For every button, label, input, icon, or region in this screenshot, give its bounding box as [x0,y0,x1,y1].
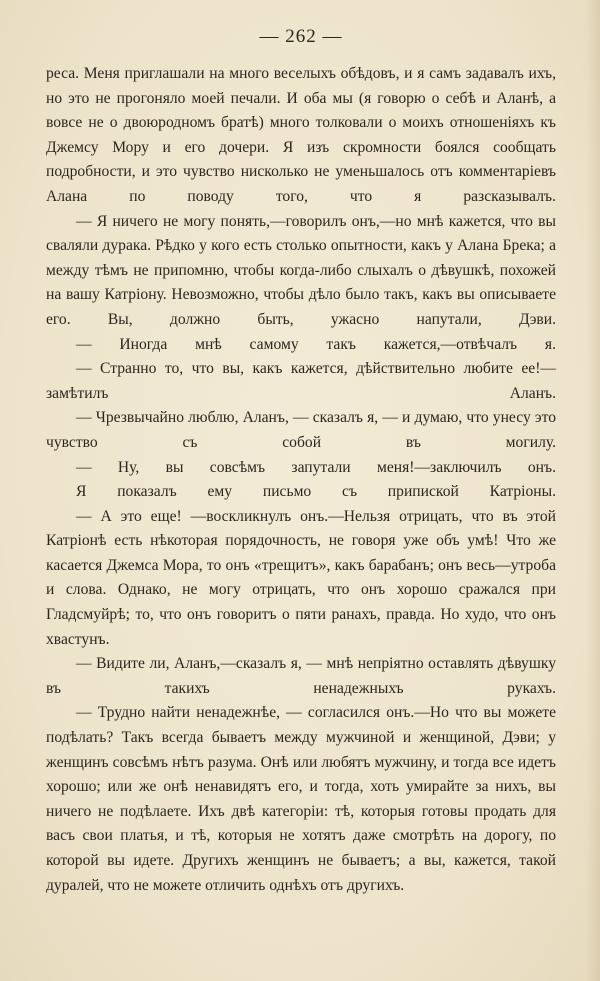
paragraph-5: — Чрезвычайно люблю, Аланъ, — сказалъ я, — и думаю, что унесу это чувство съ собой въ могилу. [46,409,556,451]
page-edge-shading [586,0,600,981]
paragraph-3: — Иногда мнѣ самому такъ кажется,—отвѣчалъ я. [76,335,556,353]
paragraph-4: — Странно то, что вы, какъ кажется, дѣйствительно любите ее!—замѣтилъ Аланъ. [46,360,556,402]
paragraph-9: — Видите ли, Аланъ,—сказалъ я, — мнѣ непріятно оставлять дѣвушку въ такихъ ненадежныхъ рукахъ. [46,655,556,697]
paragraph-2: — Я ничего не могу понять,—говорилъ онъ,—но мнѣ кажется, что вы сваляли дурака. Рѣдко у кого есть столько опытности, какъ у Алана Брека; а между тѣмъ не припомню, чтобы когда-либо слыхалъ о дѣвушкѣ, похожей на вашу Катріону. Невозможно, чтобы дѣло было такъ, какъ вы описываете его. Вы, должно быть, ужасно напутали, Дэви. [46,212,556,328]
page-number: — 262 — [259,26,343,47]
paragraph-6: — Ну, вы совсѣмъ запутали меня!—заключилъ онъ. [76,458,556,476]
paragraph-8: — А это еще! —воскликнулъ онъ.—Нельзя отрицать, что въ этой Катріонѣ есть нѣкоторая порядочность, не говоря уже объ умѣ! Что же касается Джемса Мора, то онъ «трещитъ», какъ барабанъ; онъ весь—утроба и слова. Однако, не могу отрицать, что онъ хорошо сражался при Гладсмуйрѣ; то, что онъ говоритъ о пяти ранахъ, правда. Но худо, что онъ хвастунъ. [46,507,556,648]
paragraph-1: реса. Меня приглашали на много веселыхъ обѣдовъ, и я самъ задавалъ ихъ, но это не прогоняло моей печали. И оба мы (я говорю о себѣ и Аланѣ, а вовсе не о двоюродномъ братѣ) много толковали о моихъ отношеніяхъ къ Джемсу Мору и его дочери. Я изъ скромности боялся сообщать подробности, и это чувство нисколько не уменьшалось отъ комментаріевъ Алана по поводу того, что я разсказывалъ. [46,65,556,205]
page-text [46,62,556,898]
paragraph-10: — Трудно найти ненадежнѣе, — согласился онъ.—Но что вы можете подѣлать? Такъ всегда бываетъ между мужчиной и женщиной, Дэви; у женщинъ совсѣмъ нѣтъ разума. Онѣ или любятъ мужчину, и тогда все идетъ хорошо; или же онѣ ненавидятъ его, и тогда, хоть умирайте за нихъ, вы ничего не подѣлаете. Ихъ двѣ категоріи: тѣ, которыя готовы продать для васъ свои платья, и тѣ, которыя не хотятъ даже смотрѣть на дорогу, по которой вы идете. Другихъ женщинъ не бываетъ; а вы, кажется, такой дуралей, что не можете отличить однѣхъ отъ другихъ. [46,704,556,894]
paragraph-7: Я показалъ ему письмо съ припиской Катріоны. [76,483,556,501]
